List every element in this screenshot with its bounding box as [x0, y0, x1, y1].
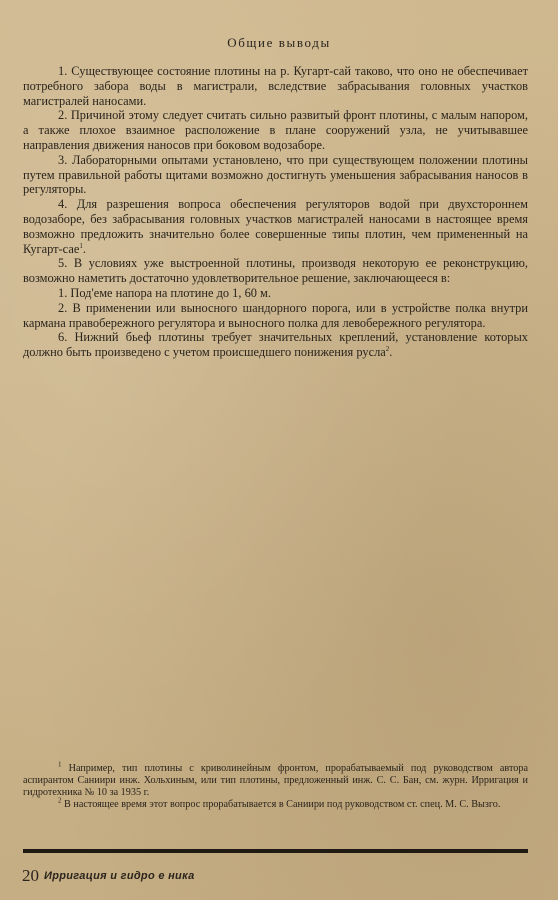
footnote-1-mark: 1 — [58, 760, 62, 769]
paragraph-5: 5. В условиях уже выстроенной плотины, производя некоторую ее реконструкцию, возможно наметить достаточно удовлетворительное решение, заключающееся в: — [23, 256, 528, 286]
footnotes — [23, 760, 528, 811]
page-footer — [22, 866, 528, 886]
footer-rule — [23, 849, 528, 853]
paragraph-5-item-2: 2. В применении или выносного шандорного порога, или в устройстве полка внутри кармана правобережного регулятора и выносного полка для левобережного регулятора. — [23, 300, 528, 330]
paragraph-4-text: 4. Для разрешения вопроса обеспечения регуляторов водой при двухстороннем водозаборе, без забрасывания головных участков магистралей наносами в настоящее время возможно предложить значительно более совершенные типы плотин, чем примененный на Кугарт-сае — [23, 197, 528, 256]
conclusions-body — [23, 64, 528, 360]
footnote-1-text: Например, тип плотины с криволинейным фронтом, прорабатываемый под руководством автора аспирантом Саниири инж. Хольхиным, или тип плотины, предложенный инж. С. С. Бан, см. журн. Ирригация и гидротехника № 10 за 1935 г. — [23, 763, 528, 798]
paragraph-4: 4. Для разрешения вопроса обеспечения регуляторов водой при двухстороннем водозаборе, без забрасывания головных участков магистралей наносами в настоящее время возможно предложить значительно более совершенные типы плотин, чем примененный на Кугарт-сае$^1$. — [23, 197, 528, 256]
footnote-2-mark: 2 — [58, 796, 62, 805]
paragraph-3: 3. Лабораторными опытами установлено, что при существующем положении плотины путем правильной работы щитами возможно достигнуть уменьшения забрасывания наносов в регуляторы. — [23, 152, 528, 197]
paragraph-5-item-1: 1. Под'еме напора на плотине до 1, 60 м. — [58, 285, 271, 300]
paragraph-6-text: 6. Нижний бьеф плотины требует значительных креплений, установление которых должно быть произведено с учетом происшедшего понижения русла — [23, 330, 528, 360]
paragraph-6: 6. Нижний бьеф плотины требует значительных креплений, установление которых должно быть произведено с учетом происшедшего понижения русла$^2$. — [23, 330, 528, 360]
footnote-2-text: В настоящее время этот вопрос прорабатывается в Саниири под руководством ст. спец. М. С. Вызго. — [64, 799, 501, 810]
footnote-1 — [23, 760, 528, 799]
footnote-2 — [23, 796, 528, 811]
journal-title: Ирригация и гидро е ника — [44, 870, 195, 882]
paragraph-1: 1. Существующее состояние плотины на р. Кугарт-сай таково, что оно не обеспечивает потребного забора воды в магистрали, вследствие забрасывания головных участков магистралей наносами. — [23, 64, 528, 108]
page-number: 20 — [22, 866, 39, 885]
section-heading: Общие выводы — [227, 35, 331, 50]
footnote-ref-1: 1 — [79, 241, 83, 250]
paragraph-2: 2. Причиной этому следует считать сильно развитый фронт плотины, с малым напором, а также плохое взаимное расположение в плане сооружений узла, не учитывавшее направления движения наносов при бокoвом водозаборе. — [23, 108, 528, 152]
footnote-ref-2: 2 — [385, 345, 390, 354]
